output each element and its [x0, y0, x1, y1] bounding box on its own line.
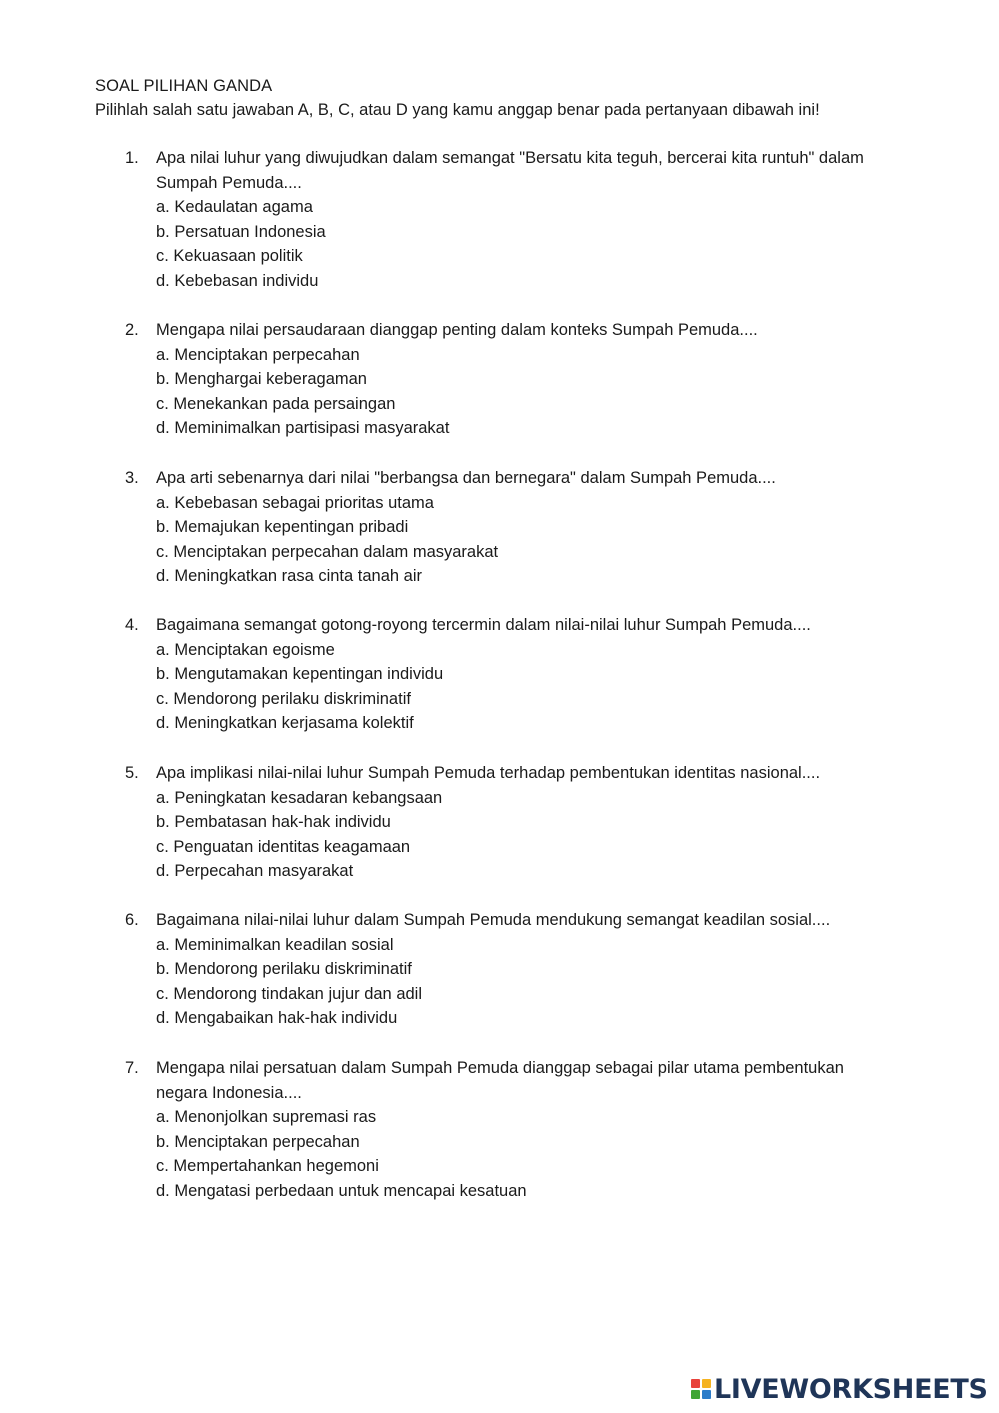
option-b: b. Mendorong perilaku diskriminatif [156, 960, 412, 978]
question-number: 3. [125, 469, 139, 487]
option-b: b. Menghargai keberagaman [156, 370, 367, 388]
page-title: SOAL PILIHAN GANDA [95, 77, 273, 95]
question-number: 6. [125, 911, 139, 929]
question-text: Apa arti sebenarnya dari nilai "berbangsa dan bernegara" dalam Sumpah Pemuda.... [156, 469, 776, 487]
question-text: Apa nilai luhur yang diwujudkan dalam semangat "Bersatu kita teguh, bercerai kita runtuh" dalam Sumpah Pemuda.... [156, 149, 864, 192]
option-c: c. Mendorong perilaku diskriminatif [156, 689, 411, 708]
question-number: 4. [125, 616, 139, 634]
option-d: d. Mengatasi perbedaan untuk mencapai kesatuan [156, 1181, 527, 1200]
logo-square-red [691, 1379, 700, 1388]
option-a: a. Menciptakan egoisme [156, 640, 335, 659]
option-c: c. Menciptakan perpecahan dalam masyarakat [156, 542, 499, 561]
question-7 [95, 1056, 875, 1203]
question-5 [95, 761, 915, 884]
logo-square-yellow [702, 1379, 711, 1388]
logo-square-blue [702, 1390, 711, 1399]
question-text: Bagaimana semangat gotong-royong tercermin dalam nilai-nilai luhur Sumpah Pemuda.... [156, 616, 811, 634]
option-d: d. Perpecahan masyarakat [156, 862, 354, 880]
question-number: 5. [125, 764, 139, 782]
option-a: a. Kedaulatan agama [156, 198, 313, 216]
question-text: Mengapa nilai persaudaraan dianggap penting dalam konteks Sumpah Pemuda.... [156, 321, 758, 339]
option-d: d. Meminimalkan partisipasi masyarakat [156, 419, 450, 437]
option-c: c. Menekankan pada persaingan [156, 394, 396, 413]
option-b: b. Mengutamakan kepentingan individu [156, 665, 444, 683]
option-c: c. Mempertahankan hegemoni [156, 1157, 379, 1175]
question-number: 1. [125, 149, 139, 167]
question-4 [95, 613, 915, 736]
question-number: 2. [125, 321, 139, 339]
brand-name: LIVEWORKSHEETS [714, 1373, 988, 1405]
option-d: d. Mengabaikan hak-hak individu [156, 1009, 398, 1027]
liveworksheets-logo [691, 1371, 988, 1407]
option-c: c. Mendorong tindakan jujur dan adil [156, 984, 423, 1003]
question-text: Bagaimana nilai-nilai luhur dalam Sumpah Pemuda mendukung semangat keadilan sosial.... [156, 911, 831, 929]
option-a: a. Meminimalkan keadilan sosial [156, 935, 394, 954]
option-c: c. Penguatan identitas keagamaan [156, 837, 411, 856]
option-b: b. Menciptakan perpecahan [156, 1132, 360, 1151]
logo-square-green [691, 1390, 700, 1399]
option-c: c. Kekuasaan politik [156, 247, 303, 265]
option-d: d. Kebebasan individu [156, 271, 319, 290]
option-d: d. Meningkatkan kerjasama kolektif [156, 714, 414, 732]
option-b: b. Persatuan Indonesia [156, 222, 326, 241]
question-text: Apa implikasi nilai-nilai luhur Sumpah Pemuda terhadap pembentukan identitas nasional.... [156, 764, 821, 782]
question-text: Mengapa nilai persatuan dalam Sumpah Pemuda dianggap sebagai pilar utama pembentukan negara Indonesia.... [156, 1059, 844, 1102]
option-a: a. Kebebasan sebagai prioritas utama [156, 493, 434, 512]
question-2 [95, 318, 915, 441]
option-b: b. Memajukan kepentingan pribadi [156, 518, 409, 536]
instruction-text: Pilihlah salah satu jawaban A, B, C, atau D yang kamu anggap benar pada pertanyaan dibawah ini! [95, 101, 820, 119]
option-a: a. Menonjolkan supremasi ras [156, 1108, 377, 1126]
option-a: a. Menciptakan perpecahan [156, 345, 360, 364]
question-1 [95, 146, 915, 293]
option-a: a. Peningkatan kesadaran kebangsaan [156, 788, 443, 807]
question-6 [95, 908, 915, 1031]
option-b: b. Pembatasan hak-hak individu [156, 813, 391, 831]
option-d: d. Meningkatkan rasa cinta tanah air [156, 567, 422, 585]
question-number: 7. [125, 1059, 139, 1077]
question-3 [95, 466, 915, 589]
liveworksheets-logo-icon [691, 1379, 711, 1399]
